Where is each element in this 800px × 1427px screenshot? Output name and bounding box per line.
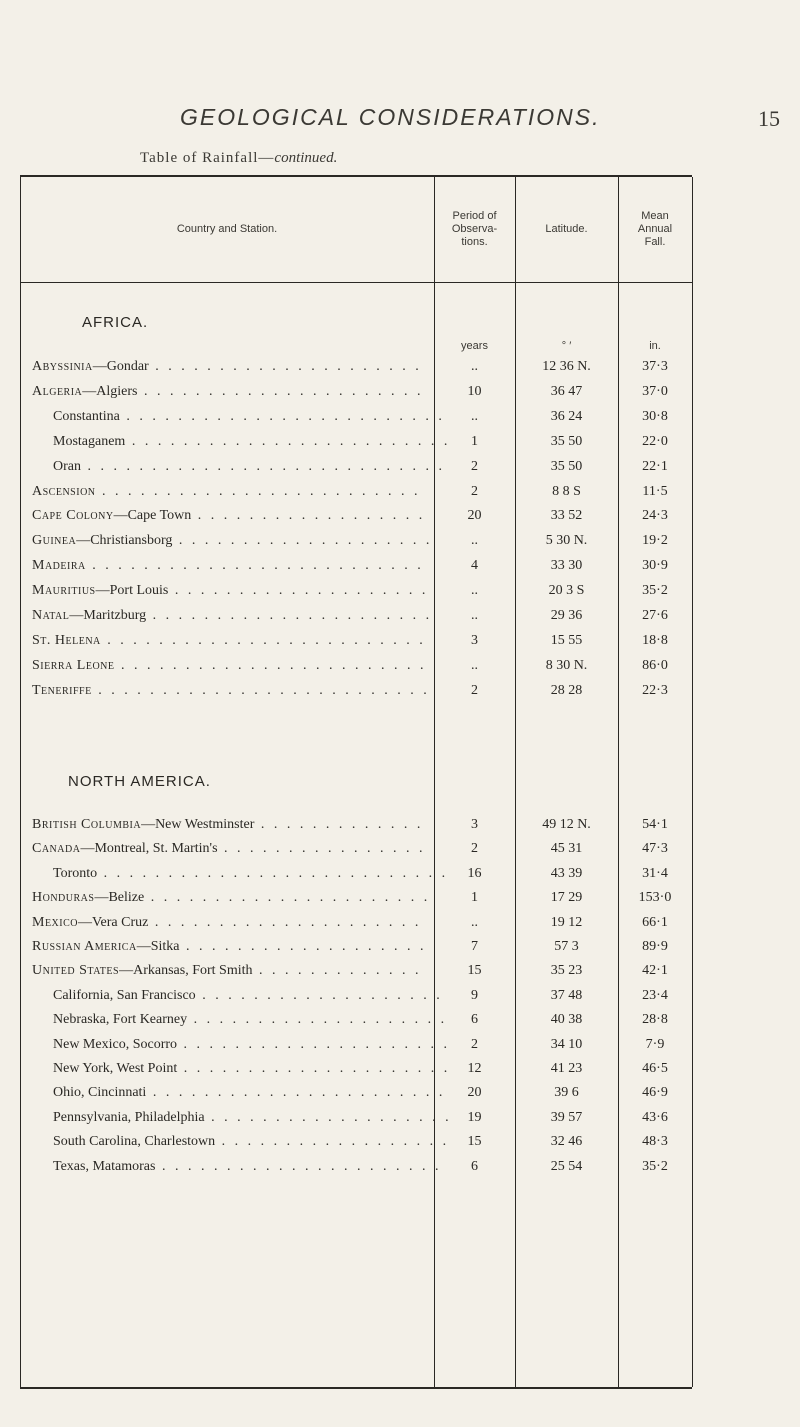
station-name: [53, 1037, 453, 1053]
caption-main: Table of Rainfall—: [140, 150, 275, 166]
period-cell: 19: [467, 1109, 482, 1125]
header-country-label: Country and Station.: [176, 223, 278, 235]
period-cell: 2: [471, 682, 478, 698]
station-name: [53, 988, 453, 1004]
period-cell: 15: [467, 963, 482, 979]
leader-dots: . . . . . . . . . . . . . . . . . . . . . . . . . .: [85, 558, 424, 574]
name-separator: —: [82, 383, 97, 399]
mean-fall-cell: 35·2: [642, 583, 668, 599]
latitude-cell: 25 54: [550, 1158, 583, 1174]
mean-fall-cell: 24·3: [642, 508, 668, 524]
latitude-cell: 32 46: [550, 1134, 583, 1150]
rainfall-table: [20, 175, 692, 1389]
mean-fall-cell: 42·1: [642, 963, 668, 979]
period-cell: 2: [471, 1036, 478, 1052]
table-row: [20, 915, 692, 939]
leader-dots: . . . . . . . . . . . . . . . . . . . . .: [148, 359, 422, 374]
period-cell: 6: [471, 1158, 478, 1174]
station-name: [32, 939, 432, 955]
table-row: [20, 384, 692, 408]
leader-dots: . . . . . . . . . . . . . . . . . .: [191, 508, 426, 524]
table-row: [20, 658, 692, 682]
header-latitude: [515, 177, 618, 282]
running-title: GEOLOGICAL CONSIDERATIONS.: [180, 104, 601, 130]
region-name: Mexico: [32, 914, 78, 930]
latitude-cell: 20 3 S: [548, 583, 585, 599]
table-row: [20, 1061, 692, 1085]
table-row: [20, 939, 692, 963]
period-cell: 10: [467, 383, 482, 399]
name-separator: —: [136, 939, 151, 954]
station-label: New York, West Point: [53, 1061, 178, 1076]
mean-fall-cell: 27·6: [642, 608, 668, 623]
latitude-cell: 36 47: [550, 383, 583, 399]
table-row: [20, 459, 692, 483]
leader-dots: . . . . . . . . . . . . . . . . . . . .: [172, 533, 432, 549]
leader-dots: . . . . . . . . . . . . . . . . . . . . . . . .: [114, 657, 427, 673]
station-label: Ohio, Cincinnati: [53, 1085, 147, 1101]
leader-dots: . . . . . . . . . . . . . . . . . . . . . . . . . . .: [97, 865, 449, 881]
unit-mean: in.: [649, 340, 661, 352]
header-country: [20, 177, 434, 282]
table-row: [20, 508, 692, 532]
latitude-cell: 8 8 S: [552, 483, 581, 499]
leader-dots: . . . . . . . . . . . . .: [254, 817, 424, 832]
latitude-cell: 45 31: [550, 841, 583, 857]
station-name: [32, 817, 432, 833]
name-separator: —: [113, 508, 128, 524]
mean-fall-cell: 18·8: [642, 632, 668, 648]
period-cell: 9: [471, 987, 478, 1003]
mean-fall-cell: 30·8: [642, 408, 668, 424]
region-name: Madeira: [32, 558, 86, 574]
latitude-cell: 15 55: [550, 632, 583, 648]
station-label: Belize: [108, 890, 145, 906]
caption-continued: continued.: [274, 150, 338, 166]
table-row: [20, 409, 692, 433]
table-row: [20, 1037, 692, 1061]
station-label: Pennsylvania, Philadelphia: [53, 1109, 205, 1125]
section-title: AFRICA.: [82, 314, 149, 331]
table-row: [20, 633, 692, 657]
mean-fall-cell: 37·3: [642, 359, 668, 374]
period-cell: ..: [471, 583, 478, 599]
station-label: California, San Francisco: [53, 987, 196, 1003]
leader-dots: . . . . . . . . . . . . . . . . . . . . . . . . .: [119, 408, 445, 424]
station-name: [53, 1085, 453, 1101]
station-name: [32, 608, 432, 624]
period-cell: 2: [471, 458, 478, 474]
mean-fall-cell: 23·4: [642, 987, 668, 1003]
station-name: [53, 1012, 453, 1028]
period-cell: 6: [471, 1012, 478, 1028]
name-separator: —: [141, 817, 156, 832]
station-label: Texas, Matamoras: [53, 1158, 156, 1174]
header-mean-label: Mean Annual Fall.: [637, 210, 673, 248]
unit-latitude: ° ′: [561, 340, 572, 352]
station-label: Vera Cruz: [92, 914, 149, 930]
table-row: [20, 841, 692, 865]
leader-dots: . . . . . . . . . . . . .: [252, 963, 422, 979]
name-separator: —: [80, 841, 95, 857]
name-separator: —: [78, 914, 92, 930]
mean-fall-cell: 47·3: [642, 841, 668, 857]
table-row: [20, 866, 692, 890]
mean-fall-cell: 37·0: [642, 383, 668, 399]
name-separator: —: [94, 890, 109, 906]
mean-fall-cell: 30·9: [642, 558, 668, 574]
leader-dots: . . . . . . . . . . . . . . . . . . . . . . .: [146, 1085, 446, 1101]
unit-period: years: [461, 340, 488, 352]
leader-dots: . . . . . . . . . . . . . . . . . . . . . . . . .: [125, 433, 451, 449]
station-name: [32, 915, 432, 931]
latitude-cell: 29 36: [550, 608, 583, 623]
table-row: [20, 890, 692, 914]
region-name: Algeria: [32, 383, 83, 399]
header-rule: [20, 282, 692, 283]
station-name: [53, 866, 453, 882]
period-cell: 7: [471, 939, 478, 954]
station-name: [53, 409, 453, 425]
header-mean: [618, 177, 692, 282]
mean-fall-cell: 31·4: [642, 865, 668, 881]
station-name: [32, 841, 432, 857]
region-name: United States: [32, 963, 120, 979]
station-label: Maritzburg: [83, 608, 147, 623]
latitude-cell: 36 24: [550, 408, 583, 424]
mean-fall-cell: 35·2: [642, 1158, 668, 1174]
period-cell: 16: [467, 865, 482, 881]
region-name: St. Helena: [32, 632, 101, 648]
period-cell: ..: [471, 608, 478, 623]
latitude-cell: 35 50: [550, 433, 583, 449]
region-name: Guinea: [32, 533, 77, 549]
table-row: [20, 1159, 692, 1183]
latitude-cell: 49 12 N.: [542, 817, 591, 832]
latitude-cell: 35 23: [550, 963, 583, 979]
mean-fall-cell: 11·5: [642, 483, 668, 499]
latitude-cell: 33 30: [550, 558, 583, 574]
mean-fall-cell: 54·1: [642, 817, 668, 832]
mean-fall-cell: 153·0: [638, 890, 672, 906]
station-name: [32, 890, 432, 906]
table-row: [20, 1085, 692, 1109]
latitude-cell: 19 12: [550, 914, 583, 930]
station-label: Algiers: [96, 383, 138, 399]
mean-fall-cell: 46·5: [642, 1061, 668, 1076]
station-label: Nebraska, Fort Kearney: [53, 1012, 188, 1028]
table-row: [20, 988, 692, 1012]
mean-fall-cell: 46·9: [642, 1085, 668, 1101]
latitude-cell: 39 6: [554, 1085, 579, 1101]
leader-dots: . . . . . . . . . . . . . . . . . . . . . . . . .: [95, 483, 421, 499]
name-separator: —: [92, 359, 107, 374]
period-cell: ..: [471, 657, 478, 673]
table-caption: [140, 150, 640, 167]
table-row: [20, 963, 692, 987]
leader-dots: . . . . . . . . . . . . . . . . . . .: [179, 939, 427, 954]
station-label: Mostaganem: [53, 433, 126, 449]
leader-dots: . . . . . . . . . . . . . . . . . . . . .: [148, 914, 422, 930]
period-cell: 20: [467, 508, 482, 524]
period-cell: 20: [467, 1085, 482, 1101]
station-name: [53, 434, 453, 450]
leader-dots: . . . . . . . . . . . . . . . . . . . . .: [177, 1061, 451, 1076]
station-label: Toronto: [53, 865, 98, 881]
station-label: Sitka: [150, 939, 180, 954]
station-label: Montreal, St. Martin's: [94, 841, 218, 857]
table-row: [20, 1012, 692, 1036]
station-label: South Carolina, Charlestown: [53, 1134, 216, 1150]
station-name: [32, 683, 432, 699]
name-separator: —: [95, 583, 110, 599]
station-label: Arkansas, Fort Smith: [133, 963, 253, 979]
mean-fall-cell: 43·6: [642, 1109, 668, 1125]
station-label: Gondar: [106, 359, 149, 374]
name-separator: —: [76, 533, 91, 549]
header-period-label: Period of Observa- tions.: [451, 210, 498, 248]
station-label: New Westminster: [155, 817, 255, 832]
table-row: [20, 484, 692, 508]
leader-dots: . . . . . . . . . . . . . . . . . . . .: [168, 583, 429, 599]
station-label: New Mexico, Socorro: [53, 1036, 178, 1052]
region-name: Natal: [32, 608, 70, 623]
latitude-cell: 8 30 N.: [545, 657, 588, 673]
station-name: [32, 583, 432, 599]
region-name: Canada: [32, 841, 81, 857]
station-name: [32, 484, 432, 500]
period-cell: ..: [471, 533, 478, 549]
station-name: [32, 658, 432, 674]
period-cell: 12: [467, 1061, 482, 1076]
period-cell: 15: [467, 1134, 482, 1150]
name-separator: —: [119, 963, 134, 979]
leader-dots: . . . . . . . . . . . . . . . . . . . . . .: [155, 1158, 442, 1174]
station-name: [53, 1061, 453, 1077]
station-name: [53, 459, 453, 475]
period-cell: 3: [471, 817, 478, 832]
station-name: [32, 558, 432, 574]
table-row: [20, 558, 692, 582]
leader-dots: . . . . . . . . . . . . . . . . . . . . . .: [146, 608, 432, 623]
region-name: Ascension: [32, 483, 96, 499]
period-cell: ..: [471, 914, 478, 930]
region-name: Russian America: [32, 939, 137, 954]
running-head: [0, 104, 800, 144]
table-row: [20, 683, 692, 707]
station-name: [32, 384, 432, 400]
leader-dots: . . . . . . . . . . . . . . . . . . .: [204, 1109, 452, 1125]
table-row: [20, 1134, 692, 1158]
table-row: [20, 533, 692, 557]
region-name: Mauritius: [32, 583, 96, 599]
leader-dots: . . . . . . . . . . . . . . . . . . . . . . . . . . . .: [81, 458, 445, 474]
latitude-cell: 35 50: [550, 458, 583, 474]
latitude-cell: 37 48: [550, 987, 583, 1003]
latitude-cell: 57 3: [554, 939, 579, 954]
name-separator: —: [69, 608, 84, 623]
latitude-cell: 39 57: [550, 1109, 583, 1125]
region-name: Teneriffe: [32, 682, 92, 698]
period-cell: 4: [471, 558, 478, 574]
station-name: [32, 359, 432, 375]
latitude-cell: 34 10: [550, 1036, 583, 1052]
latitude-cell: 33 52: [550, 508, 583, 524]
leader-dots: . . . . . . . . . . . . . . . . . . . . . . . . .: [100, 632, 426, 648]
section-title: NORTH AMERICA.: [68, 773, 211, 790]
station-label: Cape Town: [127, 508, 192, 524]
latitude-cell: 5 30 N.: [545, 533, 588, 549]
mean-fall-cell: 22·0: [642, 433, 668, 449]
period-cell: 2: [471, 483, 478, 499]
region-name: Cape Colony: [32, 508, 114, 524]
mean-fall-cell: 48·3: [642, 1134, 668, 1150]
table-row: [20, 608, 692, 632]
table-row: [20, 817, 692, 841]
station-name: [32, 508, 432, 524]
station-name: [53, 1134, 453, 1150]
period-cell: 1: [471, 433, 478, 449]
latitude-cell: 40 38: [550, 1012, 583, 1028]
station-name: [32, 963, 432, 979]
mean-fall-cell: 22·1: [642, 458, 668, 474]
table-border-right: [692, 177, 693, 1387]
station-name: [32, 533, 432, 549]
mean-fall-cell: 66·1: [642, 914, 668, 930]
leader-dots: . . . . . . . . . . . . . . . . . . . . .: [177, 1036, 451, 1052]
latitude-cell: 12 36 N.: [542, 359, 591, 374]
leader-dots: . . . . . . . . . . . . . . . . . . .: [195, 987, 443, 1003]
leader-dots: . . . . . . . . . . . . . . . . . . . . . . . . . .: [91, 682, 430, 698]
leader-dots: . . . . . . . . . . . . . . . . . .: [215, 1134, 450, 1150]
period-cell: 2: [471, 841, 478, 857]
station-name: [53, 1110, 453, 1126]
table-row: [20, 1110, 692, 1134]
period-cell: ..: [471, 359, 478, 374]
period-cell: 3: [471, 632, 478, 648]
mean-fall-cell: 28·8: [642, 1012, 668, 1028]
region-name: Honduras: [32, 890, 95, 906]
period-cell: 1: [471, 890, 478, 906]
leader-dots: . . . . . . . . . . . . . . . . . . . . . .: [144, 890, 431, 906]
station-name: [32, 633, 432, 649]
table-row: [20, 359, 692, 383]
table-row: [20, 583, 692, 607]
leader-dots: . . . . . . . . . . . . . . . . . . . . . .: [137, 383, 424, 399]
leader-dots: . . . . . . . . . . . . . . . .: [217, 841, 426, 857]
station-name: [53, 1159, 453, 1175]
station-label: Oran: [53, 458, 81, 474]
mean-fall-cell: 22·3: [642, 682, 668, 698]
mean-fall-cell: 7·9: [645, 1036, 665, 1052]
station-label: Constantina: [53, 408, 120, 424]
mean-fall-cell: 19·2: [642, 533, 668, 549]
station-label: Port Louis: [109, 583, 169, 599]
latitude-cell: 43 39: [550, 865, 583, 881]
header-period: [434, 177, 515, 282]
mean-fall-cell: 89·9: [642, 939, 668, 954]
period-cell: ..: [471, 408, 478, 424]
leader-dots: . . . . . . . . . . . . . . . . . . . .: [187, 1012, 448, 1028]
latitude-cell: 28 28: [550, 682, 583, 698]
latitude-cell: 17 29: [550, 890, 583, 906]
mean-fall-cell: 86·0: [642, 657, 668, 673]
region-name: Abyssinia: [32, 359, 93, 374]
region-name: Sierra Leone: [32, 657, 115, 673]
header-latitude-label: Latitude.: [545, 223, 588, 235]
station-label: Christiansborg: [90, 533, 173, 549]
latitude-cell: 41 23: [550, 1061, 583, 1076]
page-number: 15: [758, 106, 780, 131]
table-row: [20, 434, 692, 458]
region-name: British Columbia: [32, 817, 142, 832]
